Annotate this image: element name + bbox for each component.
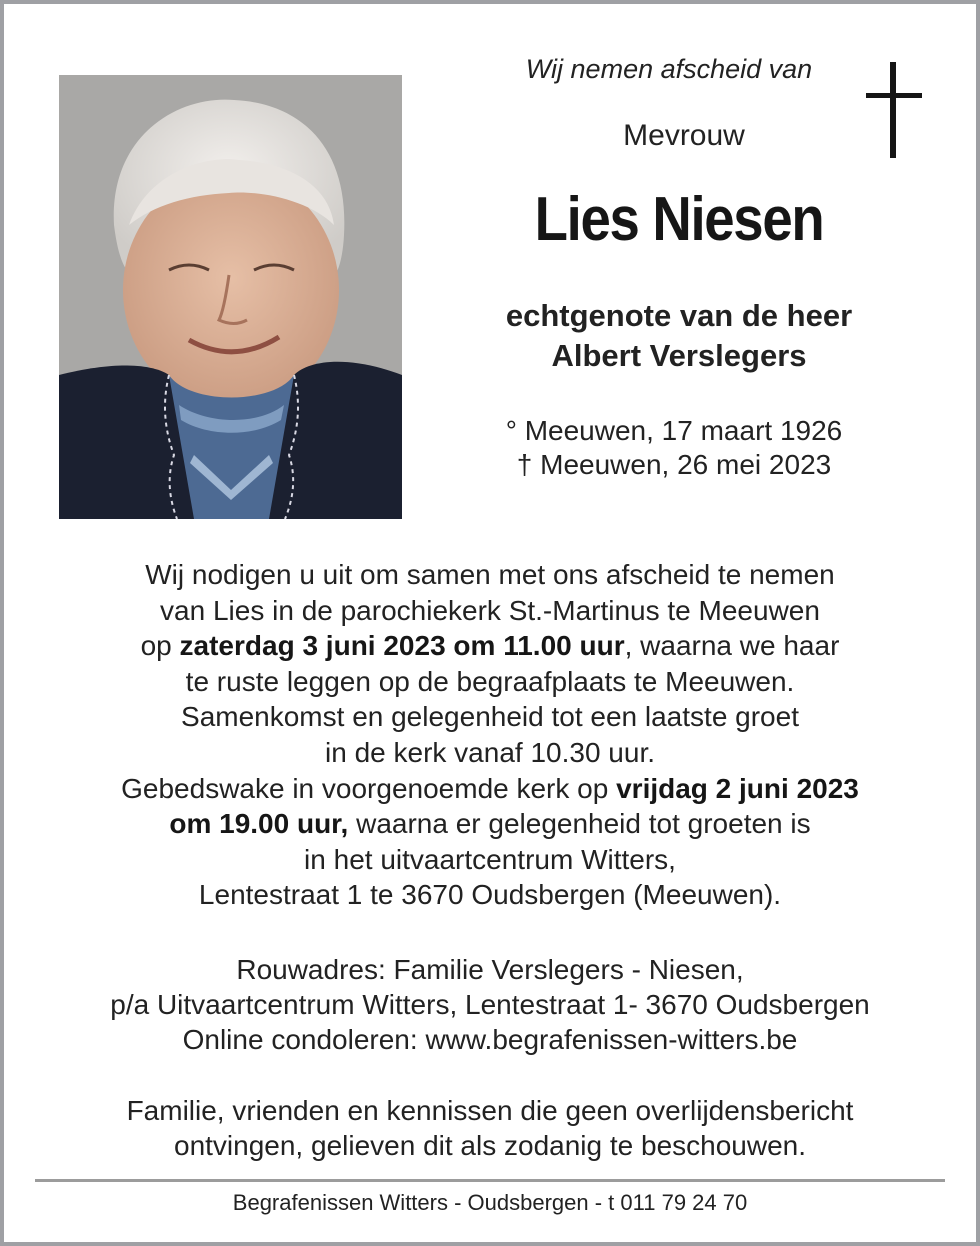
invitation-line: Lentestraat 1 te 3670 Oudsbergen (Meeuwen). [198, 879, 782, 911]
address-line [24, 1022, 956, 1057]
vigil-date: vrijdag 2 juni 2023 [616, 772, 859, 804]
notice-text [24, 1093, 956, 1163]
invitation-line [24, 628, 956, 664]
funeral-home-footer: Begrafenissen Witters - Oudsbergen - t 011 79 24 70 [232, 1190, 748, 1215]
invitation-line: Samenkomst en gelegenheid tot een laatste groet [181, 701, 799, 733]
mourning-address [24, 952, 956, 1057]
condolence-label: Online condoleren: [182, 1024, 426, 1055]
invitation-line: in de kerk vanaf 10.30 uur. [325, 736, 655, 768]
funeral-datetime: zaterdag 3 juni 2023 om 11.00 uur [179, 630, 625, 662]
invitation-line [24, 771, 956, 807]
birth-date: ° Meeuwen, 17 maart 1926 [505, 415, 843, 446]
text-fragment: waarna er gelegenheid tot groeten is [348, 808, 811, 840]
address-line: p/a Uitvaartcentrum Witters, Lentestraat 1- 3670 Oudsbergen [110, 989, 870, 1020]
footer-divider [35, 1179, 945, 1182]
vigil-time: om 19.00 uur, [169, 808, 349, 840]
text-fragment: op [140, 630, 180, 662]
salutation: Mevrouw [623, 119, 745, 152]
invitation-line: in het uitvaartcentrum Witters, [304, 843, 676, 875]
invitation-line: Wij nodigen u uit om samen met ons afscheid te nemen [145, 559, 835, 590]
spouse-line-1: echtgenote van de heer [505, 298, 853, 333]
text-fragment: , waarna we haar [624, 630, 840, 662]
text-fragment: Gebedswake in voorgenoemde kerk op [121, 772, 617, 804]
notice-line: Familie, vrienden en kennissen die geen overlijdensbericht [126, 1095, 854, 1126]
portrait-illustration [59, 75, 402, 519]
invitation-line [24, 806, 956, 842]
life-dates [474, 414, 874, 482]
portrait-photo [59, 75, 402, 519]
obituary-card [4, 4, 976, 1242]
condolence-link[interactable]: www.begrafenissen-witters.be [425, 1024, 798, 1055]
deceased-name: Lies Niesen [534, 185, 824, 254]
funeral-invitation [24, 557, 956, 913]
address-line: Rouwadres: Familie Verslegers - Niesen, [236, 954, 744, 985]
death-date: † Meeuwen, 26 mei 2023 [516, 449, 832, 480]
spouse-line-2: Albert Verslegers [551, 338, 807, 373]
cross-horizontal-bar [866, 93, 922, 98]
spouse-info [444, 296, 914, 376]
notice-line: ontvingen, gelieven dit als zodanig te beschouwen. [174, 1130, 806, 1161]
invitation-line: te ruste leggen op de begraafplaats te Meeuwen. [185, 665, 795, 697]
intro-text: Wij nemen afscheid van [525, 54, 813, 84]
invitation-line: van Lies in de parochiekerk St.-Martinus te Meeuwen [160, 594, 820, 626]
